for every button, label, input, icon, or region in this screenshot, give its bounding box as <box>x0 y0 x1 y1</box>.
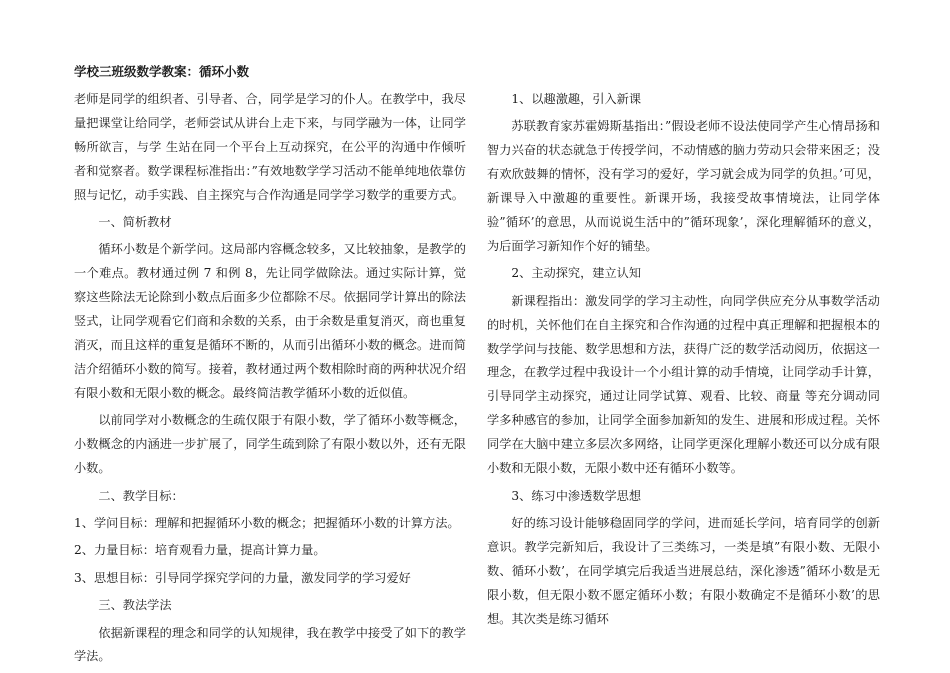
list-item: 1、学问目标：理解和把握循环小数的概念；把握循环小数的计算方法。 <box>74 515 460 530</box>
paragraph: 苏联教育家苏霍姆斯基指出：”假设老师不设法使同学产生心情昂扬和智力兴奋的状态就急于传授学问，不动情感的脑力劳动只会带来困乏；没有欢欣鼓舞的情怀，没有学习的爱好，学习就会成为同学的负担。’可见，新课导入中激趣的重要性。新课开场，我接受故事情境法，让同学体验”循环’的意思，从而说说生活中的”循环现象’，深化理解循环的意义，为后面学习新知作个好的铺垫。 <box>487 119 880 253</box>
paragraph: 好的练习设计能够稳固同学的学问，进而延长学问，培育同学的创新意识。教学完新知后，我设计了三类练习，一类是填”有限小数、无限小数、循环小数’，在同学填完后我适当进展总结，深化渗透”循环小数是无限小数，但无限小数不愿定循环小数；有限小数确定不是循环小数’的思想。其次类是练习循环 <box>487 515 880 626</box>
paragraph: 老师是同学的组织者、引导者、合，同学是学习的仆人。在教学中，我尽量把课堂让给同学，老师尝试从讲台上走下来，与同学融为一体，让同学畅所欲言，与学 生站在同一个平台上互动探究，在公平的沟通中作倾听者和觉察者。数学课程标准指出：”有效地数学学习活动不能单纯地依靠仿照与记忆，动手实践、自主探究与合作沟通是同学学习数学的重要方式。 <box>74 92 466 202</box>
right-column <box>487 88 880 635</box>
paragraph: 循环小数是个新学问。这局部内容概念较多，又比较抽象，是教学的一个难点。教材通过例 7 和例 8，先让同学做除法。通过实际计算，觉察这些除法无论除到小数点后面多少位都除不尽。依据同学计算出的除法竖式，让同学观看它们商和余数的关系，由于余数是重复消灭，商也重复消灭，而且这样的重复是循环不断的，从而引出循环小数的概念。进而简洁介绍循环小数的简写。接着，教材通过两个数相除时商的两种状况介绍有限小数和无限小数的概念。最终简洁教学循环小数的近似值。 <box>74 242 466 400</box>
section-heading: 三、教法学法 <box>98 598 172 613</box>
paragraph: 新课程指出：激发同学的学习主动性，向同学供应充分从事数学活动的时机，关怀他们在自主探究和合作沟通的过程中真正理解和把握根本的数学学问与技能、数学思想和方法，获得广泛的数学活动阅历，依据这一理念，在教学过程中我设计一个小组计算的动手情境，让同学动手计算，引导同学主动探究，通过让同学试算、观看、比较、商量 等充分调动同学多种感官的参加，让同学全面参加新知的发生、进展和形成过程。关怀同学在大脑中建立多层次多网络，让同学更深化理解小数还可以分成有限小数和无限小数，无限小数中还有循环小数等。 <box>487 293 880 476</box>
left-column <box>74 88 466 673</box>
paragraph: 以前同学对小数概念的生疏仅限于有限小数，学了循环小数等概念，小数概念的内涵进一步扩展了，同学生疏到除了有限小数以外，还有无限小数。 <box>74 413 466 476</box>
section-heading: 一、简析教材 <box>98 215 172 230</box>
paragraph: 依据新课程的理念和同学的认知规律，我在教学中接受了如下的教学学法。 <box>74 625 466 664</box>
section-heading: 3、练习中渗透数学思想 <box>511 488 642 503</box>
section-heading: 二、教学目标： <box>98 488 184 503</box>
section-heading: 2、主动探究，建立认知 <box>511 266 642 281</box>
list-item: 3、思想目标：引导同学探究学问的力量，激发同学的学习爱好 <box>74 570 411 585</box>
list-item: 2、力量目标：培育观看力量，提高计算力量。 <box>74 543 326 558</box>
section-heading: 1、以趣激趣，引入新课 <box>511 92 642 106</box>
page-title: 学校三班级数学教案：循环小数 <box>74 64 250 79</box>
